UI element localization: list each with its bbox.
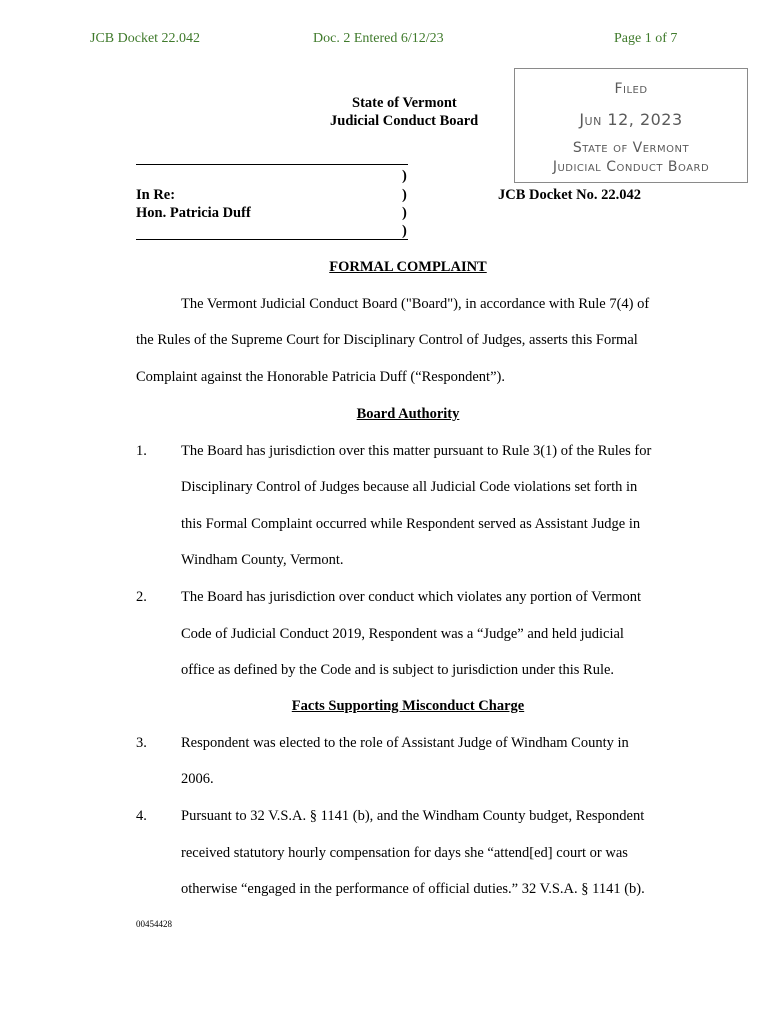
stamp-date: Jun 12, 2023 [579, 110, 683, 129]
para-1-line-3: this Formal Complaint occurred while Respondent served as Assistant Judge in [181, 516, 641, 532]
para-1-line-4: Windham County, Vermont. [181, 552, 344, 568]
header-page: Page 1 of 7 [614, 31, 678, 46]
para-2-line-1: The Board has jurisdiction over conduct which violates any portion of Vermont [181, 589, 642, 605]
caption-rule-bottom [136, 239, 408, 240]
header-entered: Doc. 2 Entered 6/12/23 [313, 31, 444, 46]
filed-stamp [514, 68, 748, 183]
intro-line-1: The Vermont Judicial Conduct Board ("Board"), in accordance with Rule 7(4) of [181, 296, 650, 312]
caption-respondent: Hon. Patricia Duff [136, 205, 251, 221]
para-4-line-1: Pursuant to 32 V.S.A. § 1141 (b), and the Windham County budget, Respondent [181, 808, 645, 824]
caption-in-re: In Re: [136, 187, 176, 203]
stamp-line2: Judicial Conduct Board [552, 159, 710, 175]
para-2-num: 2. [136, 589, 147, 605]
para-3-line-2: 2006. [181, 771, 214, 787]
intro-line-3: Complaint against the Honorable Patricia Duff (“Respondent”). [136, 369, 505, 385]
para-3-line-1: Respondent was elected to the role of Assistant Judge of Windham County in [181, 735, 629, 751]
para-4-line-3: otherwise “engaged in the performance of official duties.” 32 V.S.A. § 1141 (b). [181, 881, 645, 897]
caption-paren-4: ) [402, 223, 407, 239]
caption-paren-1: ) [402, 168, 407, 184]
intro-line-2: the Rules of the Supreme Court for Disciplinary Control of Judges, asserts this Formal [136, 332, 638, 348]
court-line1: State of Vermont [352, 95, 457, 111]
footer-doc-id: 00454428 [136, 919, 172, 929]
para-2-line-3: office as defined by the Code and is subject to jurisdiction under this Rule. [181, 662, 615, 678]
para-3-num: 3. [136, 735, 147, 751]
stamp-line1: State of Vermont [572, 140, 690, 156]
caption-rule-top [136, 164, 408, 165]
para-2-line-2: Code of Judicial Conduct 2019, Respondent was a “Judge” and held judicial [181, 626, 624, 642]
para-1-line-1: The Board has jurisdiction over this matter pursuant to Rule 3(1) of the Rules for [181, 443, 652, 459]
heading-facts: Facts Supporting Misconduct Charge [291, 698, 525, 714]
document-title: FORMAL COMPLAINT [329, 259, 487, 275]
caption-paren-3: ) [402, 205, 407, 221]
para-1-num: 1. [136, 443, 147, 459]
para-4-line-2: received statutory hourly compensation for days she “attend[ed] court or was [181, 845, 628, 861]
stamp-filed: Filed [614, 81, 648, 97]
court-line2: Judicial Conduct Board [330, 113, 479, 129]
heading-board-authority: Board Authority [356, 406, 460, 422]
header-docket: JCB Docket 22.042 [90, 31, 201, 46]
para-1-line-2: Disciplinary Control of Judges because all Judicial Code violations set forth in [181, 479, 638, 495]
caption-paren-2: ) [402, 187, 407, 203]
para-4-num: 4. [136, 808, 147, 824]
caption-docket-no: JCB Docket No. 22.042 [498, 187, 641, 203]
